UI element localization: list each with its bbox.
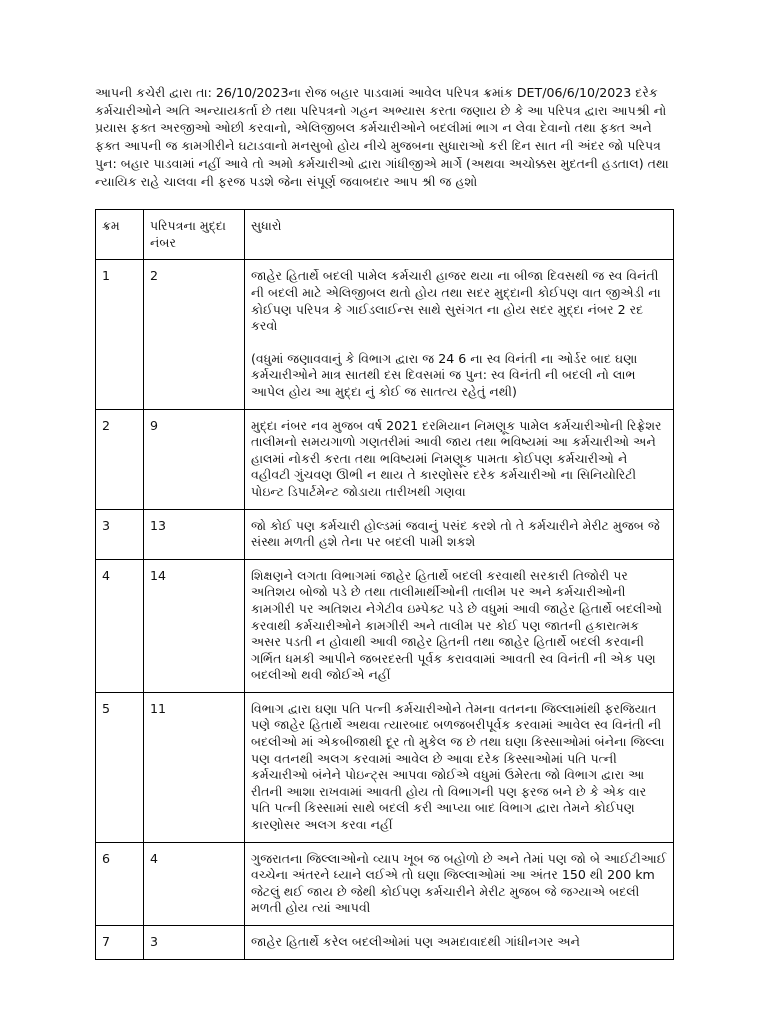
row-amendment: જાહેર હિતાર્થે કરેલ બદલીઓમાં પણ અમદાવાદથી ગાંધીનગર અને <box>245 926 674 960</box>
amendment-note: (વધુમાં જણાવવાનું કે વિભાગ દ્વારા જ 24 6 ના સ્વ વિનંતી ના ઓર્ડર બાદ ઘણા કર્મચારીઓને માત્ર સાતથી દસ દિવસમાં જ પુન: સ્વ વિનંતી ની બદલી નો લાભ આપેલ હોય આ મુદ્દા નું કોઈ જ સાતત્ય રહેતું નથી) <box>251 350 638 399</box>
row-point: 2 <box>144 260 245 409</box>
header-circular-point: પરિપત્રના મુદ્દા નંબર <box>144 210 245 260</box>
intro-paragraph: આપની કચેરી દ્વારા તા: 26/10/2023ના રોજ બહાર પાડવામાં આવેલ પરિપત્ર ક્રમાંક DET/06/6/10/2023 દરેક કર્મચારીઓને અતિ અન્યાયકર્તા છે તથા પરિપત્રનો ગહન અભ્યાસ કરતા જણાય છે કે આ પરિપત્ર દ્વારા આપશ્રી નો પ્રયાસ ફક્ત અરજીઓ ઓછી કરવાનો, એલિજીબલ કર્મચારીઓને બદલીમાં ભાગ ન લેવા દેવાનો તથા ફક્ત અને ફક્ત આપની જ કામગીરીને ઘટાડવાનો મનસુબો હોય નીચે મુજબના સુધારાઓ કરી દિન સાત ની અંદર જો પરિપત્ર પુન: બહાર પાડવામાં નહીં આવે તો અમો કર્મચારીઓ દ્વારા ગાંધીજીએ માર્ગે (અથવા અચોક્કસ મુદતની હડતાલ) તથા ન્યાયિક રાહે ચાલવા ની ફરજ પડશે જેના સંપૂર્ણ જવાબદાર આપ શ્રી જ હશો <box>95 85 669 189</box>
row-point: 9 <box>144 409 245 509</box>
table-row <box>96 260 674 409</box>
row-amendment: મુદ્દા નંબર નવ મુજબ વર્ષ 2021 દરમિયાન નિમણૂક પામેલ કર્મચારીઓની રિફ્રેશર તાલીમનો સમયગાળો ગણતરીમાં આવી જાય તથા ભવિષ્યમાં આ કર્મચારીઓ અને હાલમાં નોકરી કરતા તથા ભવિષ્યમાં નિમણૂક પામતા કોઈપણ કર્મચારીઓ ને વહીવટી ગુંચવણ ઊભી ન થાય તે કારણોસર દરેક કર્મચારીઓ ના સિનિયોરિટી પોઇન્ટ ડિપાર્ટમેન્ટ જોડાયા તારીખથી ગણવા <box>245 409 674 509</box>
table-row <box>96 842 674 925</box>
table-row <box>96 559 674 692</box>
table-row <box>96 409 674 509</box>
row-point: 11 <box>144 692 245 842</box>
row-point: 3 <box>144 926 245 960</box>
row-amendment: શિક્ષણને લગતા વિભાગમાં જાહેર હિતાર્થે બદલી કરવાથી સરકારી તિજોરી પર અતિશય બોજો પડે છે તથા તાલીમાર્થીઓની તાલીમ પર અને કર્મચારીઓની કામગીરી પર અતિશય નેગેટીવ ઇમ્પેક્ટ પડે છે વધુમાં આવી જાહેર હિતાર્થે બદલીઓ કરવાથી કર્મચારીઓને કામગીરી અને તાલીમ પર કોઈ પણ જાતની હકારાત્મક અસર પડતી ન હોવાથી આવી જાહેર હિતની તથા જાહેર હિતાર્થે બદલી કરવાની ગર્ભિત ધમકી આપીને જબરદસ્તી પૂર્વક કરાવવામાં આવતી સ્વ વિનંતી ની એક પણ બદલીઓ થવી જોઈએ નહીં <box>245 559 674 692</box>
row-point: 13 <box>144 509 245 559</box>
row-serial: 3 <box>96 509 144 559</box>
amendments-table <box>95 209 674 959</box>
row-serial: 6 <box>96 842 144 925</box>
row-point: 14 <box>144 559 245 692</box>
row-serial: 1 <box>96 260 144 409</box>
table-header-row <box>96 210 674 260</box>
row-amendment <box>245 260 674 409</box>
row-amendment: જો કોઈ પણ કર્મચારી હોલ્ડમાં જવાનું પસંદ કરશે તો તે કર્મચારીને મેરીટ મુજબ જે સંસ્થા મળતી હશે તેના પર બદલી પામી શકશે <box>245 509 674 559</box>
row-serial: 5 <box>96 692 144 842</box>
row-amendment: ગુજરાતના જિલ્લાઓનો વ્યાપ ખૂબ જ બહોળો છે અને તેમાં પણ જો બે આઈટીઆઈ વચ્ચેના અંતરને ધ્યાને લઈએ તો ઘણા જિલ્લાઓમાં આ અંતર 150 થી 200 km જેટલું થઈ જાય છે જેથી કોઈપણ કર્મચારીને મેરીટ મુજબ જે જગ્યાએ બદલી મળતી હોય ત્યાં આપવી <box>245 842 674 925</box>
header-serial: ક્રમ <box>96 210 144 260</box>
row-amendment: વિભાગ દ્વારા ઘણા પતિ પત્ની કર્મચારીઓને તેમના વતનના જિલ્લામાંથી ફરજિયાત પણે જાહેર હિતાર્થે અથવા ત્યારબાદ બળજબરીપૂર્વક કરવામાં આવેલ સ્વ વિનંતી ની બદલીઓ માં એકબીજાથી દૂર તો મુકેલ જ છે તથા ઘણા કિસ્સાઓમાં બંનેના જિલ્લા પણ વતનથી અલગ કરવામાં આવેલ છે આવા દરેક કિસ્સાઓમાં પતિ પત્ની કર્મચારીઓ બંનેને પોઇન્ટ્સ આપવા જોઈએ વધુમાં ઉમેરતા જો વિભાગ દ્વારા આ રીતની આશા રાખવામાં આવતી હોય તો વિભાગની પણ ફરજ બને છે કે એક વાર પતિ પત્ની કિસ્સામાં સાથે બદલી કરી આપ્યા બાદ વિભાગ દ્વારા તેમને કોઈપણ કારણોસર અલગ કરવા નહીં <box>245 692 674 842</box>
header-amendment: સુધારો <box>245 210 674 260</box>
document-page <box>95 84 675 960</box>
table-row <box>96 926 674 960</box>
amendment-text: જાહેર હિતાર્થે બદલી પામેલ કર્મચારી હાજર થયા ના બીજા દિવસથી જ સ્વ વિનંતી ની બદલી માટે એલિજીબલ થતો હોય તથા સદર મુદ્દાની કોઈપણ વાત જીએડી ના કોઈપણ પરિપત્ર કે ગાઈડલાઈન્સ સાથે સુસંગત ના હોય સદર મુદ્દા નંબર 2 રદ કરવો <box>251 268 661 334</box>
row-point: 4 <box>144 842 245 925</box>
row-serial: 2 <box>96 409 144 509</box>
table-row <box>96 692 674 842</box>
row-serial: 7 <box>96 926 144 960</box>
row-serial: 4 <box>96 559 144 692</box>
table-row <box>96 509 674 559</box>
